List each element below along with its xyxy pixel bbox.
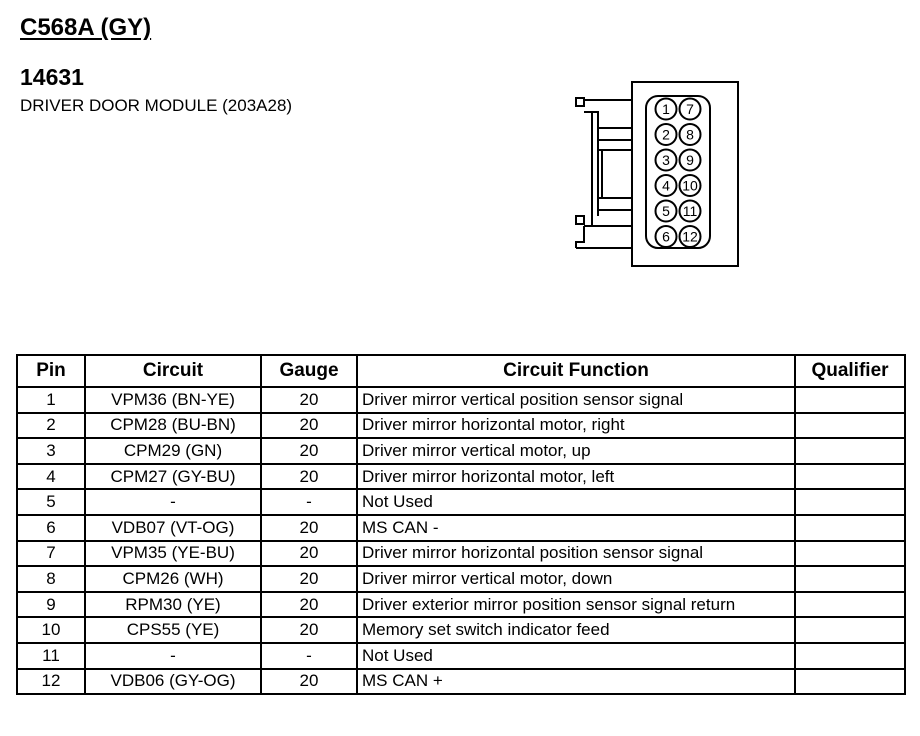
cell-qualifier	[795, 489, 905, 515]
table-row	[17, 566, 905, 592]
part-number: 14631	[20, 64, 84, 90]
cell-pin: 6	[17, 515, 85, 541]
cell-circuit-function: MS CAN +	[357, 669, 795, 695]
table-row	[17, 515, 905, 541]
header-circuit: Circuit	[85, 355, 261, 387]
cell-pin: 4	[17, 464, 85, 490]
cell-pin: 5	[17, 489, 85, 515]
latch-tab-bottom	[576, 216, 584, 224]
cell-circuit: VDB07 (VT-OG)	[85, 515, 261, 541]
cell-gauge: 20	[261, 438, 357, 464]
pin-number-label: 2	[662, 126, 670, 143]
table-row	[17, 592, 905, 618]
pin-number-label: 1	[662, 101, 670, 117]
pinout-table	[16, 354, 906, 695]
cell-circuit-function: Not Used	[357, 643, 795, 669]
cell-gauge: 20	[261, 413, 357, 439]
cell-pin: 1	[17, 387, 85, 413]
cell-circuit-function: Not Used	[357, 489, 795, 515]
cell-circuit: CPM27 (GY-BU)	[85, 464, 261, 490]
table-row	[17, 643, 905, 669]
cell-gauge: 20	[261, 541, 357, 567]
pin-number-label: 6	[662, 228, 670, 245]
table-row	[17, 489, 905, 515]
cell-gauge: 20	[261, 669, 357, 695]
cell-circuit: -	[85, 643, 261, 669]
cell-qualifier	[795, 413, 905, 439]
cell-circuit: CPM26 (WH)	[85, 566, 261, 592]
cell-circuit-function: Driver mirror horizontal position sensor signal	[357, 541, 795, 567]
pin-number-label: 11	[682, 203, 698, 219]
module-name: DRIVER DOOR MODULE (203A28)	[20, 96, 293, 115]
pin-number-label: 8	[686, 126, 694, 143]
cell-circuit: VPM36 (BN-YE)	[85, 387, 261, 413]
table-row	[17, 617, 905, 643]
cell-circuit: CPS55 (YE)	[85, 617, 261, 643]
cell-circuit-function: Driver mirror vertical motor, up	[357, 438, 795, 464]
cell-pin: 11	[17, 643, 85, 669]
pin-number-label: 4	[662, 177, 670, 194]
cell-gauge: 20	[261, 387, 357, 413]
latch-tab-top	[576, 98, 584, 106]
cell-gauge: 20	[261, 566, 357, 592]
cell-pin: 3	[17, 438, 85, 464]
cell-qualifier	[795, 643, 905, 669]
cell-pin: 9	[17, 592, 85, 618]
cell-circuit-function: MS CAN -	[357, 515, 795, 541]
header-pin: Pin	[17, 355, 85, 387]
cell-circuit: VDB06 (GY-OG)	[85, 669, 261, 695]
cell-gauge: -	[261, 643, 357, 669]
cell-qualifier	[795, 438, 905, 464]
cell-pin: 12	[17, 669, 85, 695]
pinout-table-body	[17, 387, 905, 694]
table-row	[17, 387, 905, 413]
table-header-row	[17, 355, 905, 387]
table-row	[17, 541, 905, 567]
cell-pin: 2	[17, 413, 85, 439]
table-row	[17, 438, 905, 464]
cell-circuit-function: Driver mirror vertical position sensor signal	[357, 387, 795, 413]
cell-circuit: CPM29 (GN)	[85, 438, 261, 464]
cell-circuit-function: Driver exterior mirror position sensor signal return	[357, 592, 795, 618]
cell-pin: 7	[17, 541, 85, 567]
cell-circuit: RPM30 (YE)	[85, 592, 261, 618]
cell-circuit-function: Driver mirror horizontal motor, right	[357, 413, 795, 439]
pin-cavities	[656, 99, 701, 248]
cell-gauge: 20	[261, 592, 357, 618]
cell-circuit-function: Driver mirror vertical motor, down	[357, 566, 795, 592]
pin-number-label: 5	[662, 203, 670, 219]
pin-cavity-frame	[646, 96, 710, 248]
table-row	[17, 464, 905, 490]
cell-qualifier	[795, 592, 905, 618]
cell-qualifier	[795, 566, 905, 592]
cell-circuit-function: Memory set switch indicator feed	[357, 617, 795, 643]
pin-number-label: 10	[682, 177, 698, 194]
cell-gauge: -	[261, 489, 357, 515]
connector-face-diagram	[570, 80, 750, 270]
table-row	[17, 413, 905, 439]
header-circuit-function: Circuit Function	[357, 355, 795, 387]
cell-gauge: 20	[261, 515, 357, 541]
cell-qualifier	[795, 515, 905, 541]
cell-pin: 10	[17, 617, 85, 643]
cell-qualifier	[795, 541, 905, 567]
cell-circuit-function: Driver mirror horizontal motor, left	[357, 464, 795, 490]
pin-number-label: 7	[686, 101, 694, 117]
cell-qualifier	[795, 464, 905, 490]
cell-qualifier	[795, 669, 905, 695]
cell-pin: 8	[17, 566, 85, 592]
pin-number-label: 12	[682, 228, 698, 245]
cell-circuit: VPM35 (YE-BU)	[85, 541, 261, 567]
cell-qualifier	[795, 387, 905, 413]
cell-gauge: 20	[261, 617, 357, 643]
cell-qualifier	[795, 617, 905, 643]
cell-circuit: CPM28 (BU-BN)	[85, 413, 261, 439]
pin-number-label: 3	[662, 152, 670, 168]
header-gauge: Gauge	[261, 355, 357, 387]
header-qualifier: Qualifier	[795, 355, 905, 387]
connector-lock-window	[602, 150, 632, 198]
table-row	[17, 669, 905, 695]
cell-gauge: 20	[261, 464, 357, 490]
cell-circuit: -	[85, 489, 261, 515]
connector-title: C568A (GY)	[20, 14, 152, 41]
pin-number-label: 9	[686, 152, 694, 168]
